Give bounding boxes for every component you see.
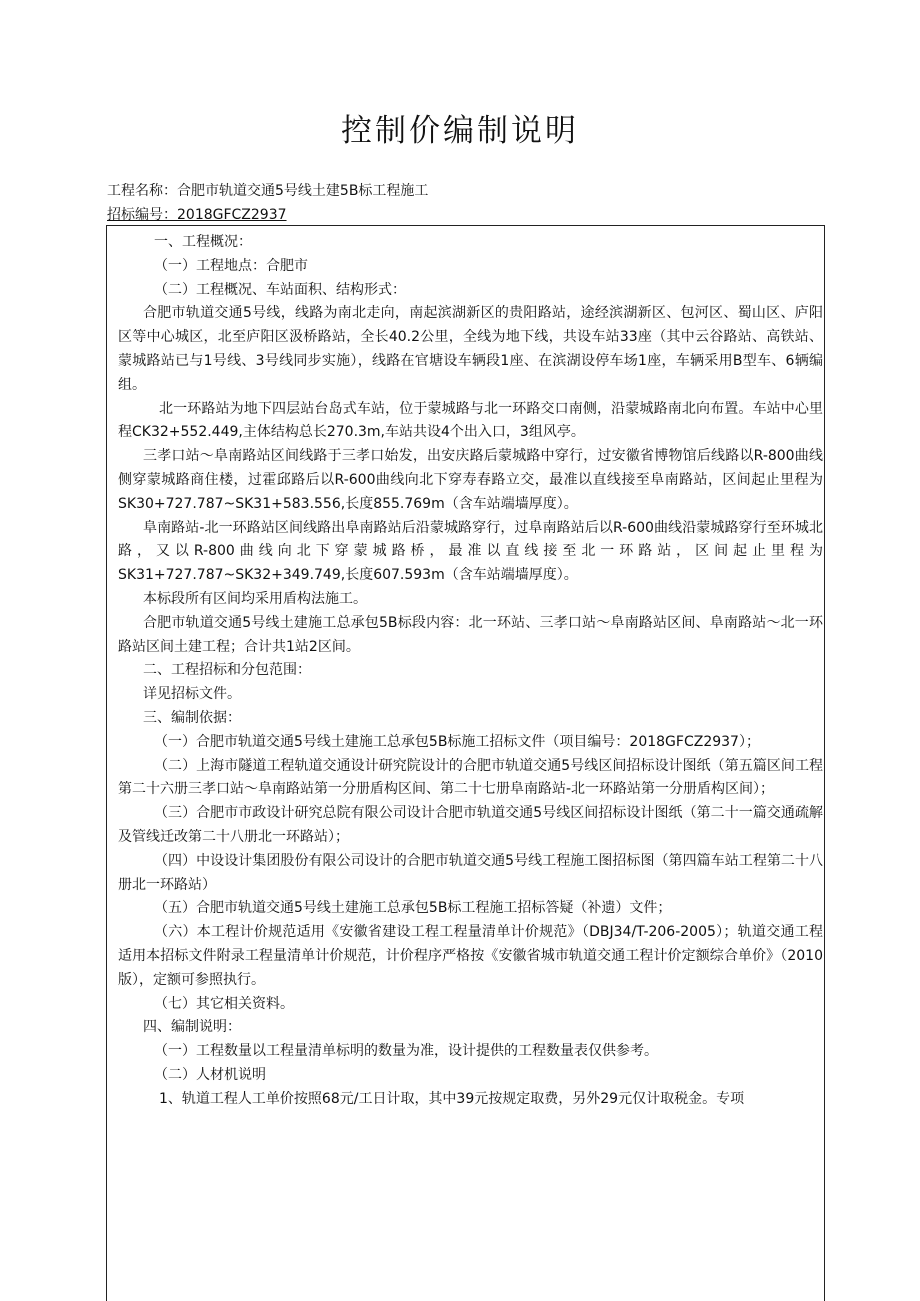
description-paragraph: （二）工程概况、车站面积、结构形式： (154, 281, 406, 298)
description-paragraph: （二）人材机说明 (154, 1066, 266, 1083)
bid-number: 招标编号：2018GFCZ2937 (107, 207, 287, 223)
description-paragraph: （二）上海市隧道工程轨道交通设计研究院设计的合肥市轨道交通5号线区间招标设计图纸（第五篇区间工程第二十六册三孝口站～阜南路站第一分册盾构区间、第二十七册阜南路站-北一环路站第一分册盾构区间）； (118, 757, 823, 798)
description-paragraph: 二、工程招标和分包范围： (143, 662, 311, 679)
description-paragraph: 一、工程概况： (154, 234, 252, 250)
description-paragraph: （一）工程数量以工程量清单标明的数量为准，设计提供的工程数量表仅供参考。 (154, 1043, 658, 1060)
description-paragraph: 合肥市轨道交通5号线土建施工总承包5B标段内容：北一环站、三孝口站～阜南路站区间、阜南路站～北一环路站区间土建工程；合计共1站2区间。 (118, 614, 823, 655)
description-paragraph: （七）其它相关资料。 (154, 995, 294, 1012)
description-paragraph: （三）合肥市市政设计研究总院有限公司设计合肥市轨道交通5号线区间招标设计图纸（第二十一篇交通疏解及管线迁改第二十八册北一环路站）； (118, 805, 823, 845)
description-paragraph: 1、轨道工程人工单价按照68元/工日计取，其中39元按规定取费，另外29元仅计取税金。专项 (159, 1090, 745, 1107)
description-paragraph: （一）工程地点：合肥市 (154, 257, 308, 274)
description-paragraph: 详见招标文件。 (143, 686, 241, 703)
project-name: 工程名称：合肥市轨道交通5号线土建5B标工程施工 (107, 183, 429, 199)
description-paragraph: （四）中设设计集团股份有限公司设计的合肥市轨道交通5号线工程施工图招标图（第四篇车站工程第二十八册北一环路站） (118, 852, 823, 893)
description-paragraph: 合肥市轨道交通5号线，线路为南北走向，南起滨湖新区的贵阳路站，途经滨湖新区、包河区、蜀山区、庐阳区等中心城区，北至庐阳区汲桥路站，全长40.2公里，全线为地下线，共设车站33座（其中云谷路站、高铁站、蒙城路站已与1号线、3号线同步实施），线路在官塘设车辆段1座、在滨湖设停车场1座，车辆采用B型车、6辆编组。 (118, 305, 823, 393)
description-paragraph: 本标段所有区间均采用盾构法施工。 (143, 590, 367, 607)
document-title: 控制价编制说明 (341, 113, 579, 149)
description-paragraph: （五）合肥市轨道交通5号线土建施工总承包5B标工程施工招标答疑（补遗）文件； (154, 900, 672, 917)
description-box (106, 225, 825, 1301)
description-paragraph: 北一环路站为地下四层站台岛式车站，位于蒙城路与北一环路交口南侧，沿蒙城路南北向布置。车站中心里程CK32+552.449,主体结构总长270.3m,车站共设4个出入口，3组风亭。 (118, 400, 823, 441)
description-paragraph: 阜南路站-北一环路站区间线路出阜南路站后沿蒙城路穿行，过阜南路站后以R-600曲线沿蒙城路穿行至环城北路，又以R-800曲线向北下穿蒙城路桥，最准以直线接至北一环路站，区间起止里程为SK31+727.787~SK32+349.749,长度607.593m（含车站端墙厚度）。 (118, 519, 823, 584)
description-paragraph: 三、编制依据： (143, 709, 241, 726)
description-paragraph: （六）本工程计价规范适用《安徽省建设工程工程量清单计价规范》（DBJ34/T-206-2005）；轨道交通工程适用本招标文件附录工程量清单计价规范，计价程序严格按《安徽省城市轨道交通工程计价定额综合单价》（2010版），定额可参照执行。 (118, 924, 823, 988)
description-paragraph: 四、编制说明： (143, 1019, 241, 1036)
description-paragraph: （一）合肥市轨道交通5号线土建施工总承包5B标施工招标文件（项目编号：2018GFCZ2937）； (154, 733, 760, 750)
description-content (107, 226, 824, 1111)
description-paragraph: 三孝口站～阜南路站区间线路于三孝口始发，出安庆路后蒙城路中穿行，过安徽省博物馆后线路以R-800曲线侧穿蒙城路商住楼，过霍邱路后以R-600曲线向北下穿寿春路立交，最准以直线接至阜南路站，区间起止里程为SK30+727.787~SK31+583.556,长度855.769m（含车站端墙厚度）。 (118, 448, 823, 512)
